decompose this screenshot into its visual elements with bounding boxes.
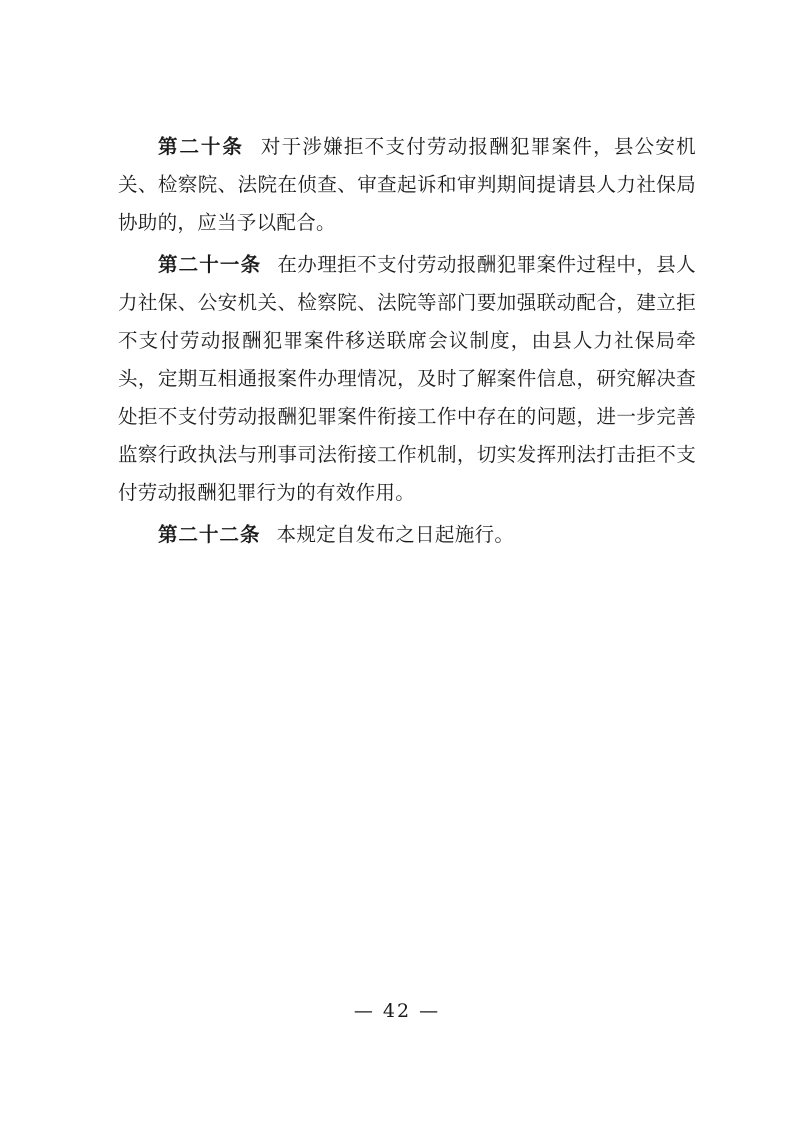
article-text-22: 本规定自发布之日起施行。	[276, 523, 515, 546]
paragraph-article-21	[118, 246, 696, 512]
paragraph-article-20	[118, 128, 696, 242]
page-number: 42	[382, 1000, 412, 1022]
article-number-22: 第二十二条	[158, 523, 261, 546]
footer-left-dash: —	[353, 1000, 375, 1022]
article-text-20: 对于涉嫌拒不支付劳动报酬犯罪案件，县公安机关、检察院、法院在侦查、审查起诉和审判期间提请县人力社保局协助的，应当予以配合。	[118, 135, 696, 234]
article-number-20: 第二十条	[158, 135, 244, 158]
page-footer	[0, 1000, 794, 1022]
article-number-21: 第二十一条	[158, 253, 262, 276]
paragraph-article-22	[118, 516, 696, 554]
document-body	[118, 128, 696, 558]
article-text-21: 在办理拒不支付劳动报酬犯罪案件过程中，县人力社保、公安机关、检察院、法院等部门要加强联动配合，建立拒不支付劳动报酬犯罪案件移送联席会议制度，由县人力社保局牵头，定期互相通报案件办理情况，及时了解案件信息，研究解决查处拒不支付劳动报酬犯罪案件衔接工作中存在的问题，进一步完善监察行政执法与刑事司法衔接工作机制，切实发挥刑法打击拒不支付劳动报酬犯罪行为的有效作用。	[118, 253, 696, 504]
footer-right-dash: —	[419, 1000, 441, 1022]
